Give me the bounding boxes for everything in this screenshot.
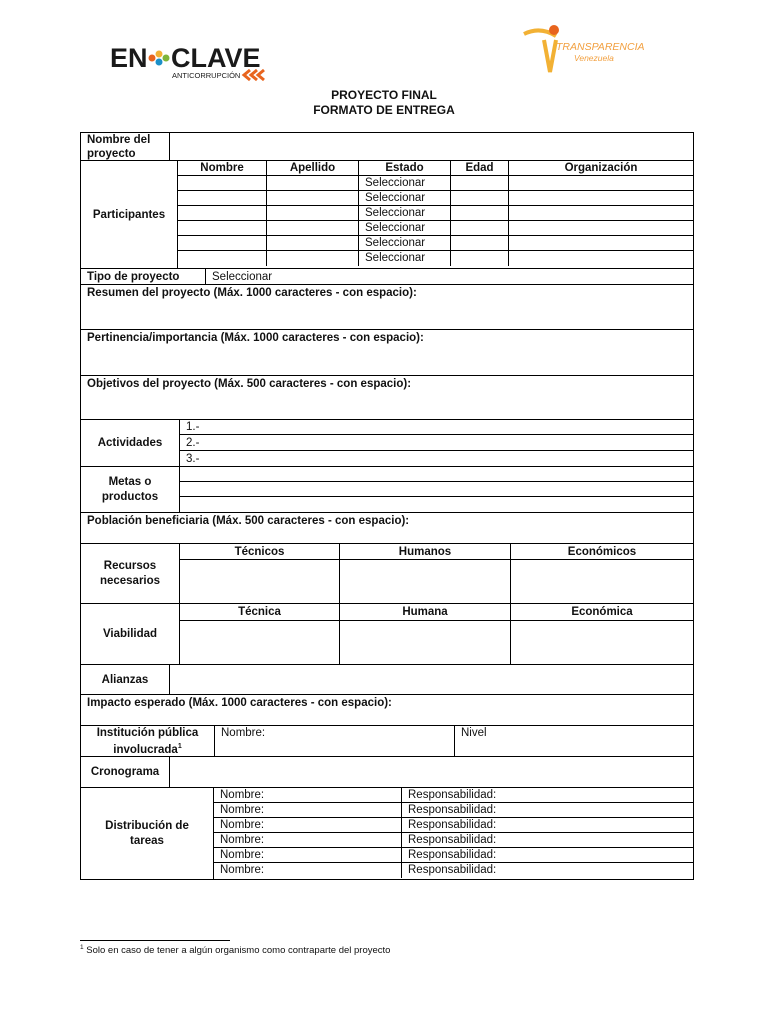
document-subtitle: FORMATO DE ENTREGA bbox=[313, 103, 455, 117]
participant-apellido-cell[interactable] bbox=[266, 176, 358, 191]
task-responsibility-field[interactable]: Responsabilidad: bbox=[401, 788, 693, 803]
activity-item-1[interactable]: 1.- bbox=[180, 420, 693, 435]
viability-header-economica: Económica bbox=[511, 604, 693, 621]
tasks-label: Distribución de tareas bbox=[105, 819, 189, 847]
participant-nombre-cell[interactable] bbox=[178, 206, 266, 221]
participant-row bbox=[178, 191, 693, 206]
task-responsibility-field[interactable]: Responsabilidad: bbox=[401, 848, 693, 863]
project-type-row bbox=[80, 269, 694, 285]
institution-label-cell bbox=[81, 726, 214, 756]
participant-nombre-cell[interactable] bbox=[178, 236, 266, 251]
resources-header-humanos: Humanos bbox=[340, 544, 510, 560]
summary-row[interactable] bbox=[80, 285, 694, 330]
schedule-row bbox=[80, 757, 694, 788]
viability-header-tecnica: Técnica bbox=[180, 604, 339, 621]
task-row bbox=[214, 818, 693, 833]
participant-edad-cell[interactable] bbox=[450, 221, 508, 236]
project-name-field[interactable] bbox=[169, 133, 693, 161]
task-name-field[interactable]: Nombre: bbox=[220, 819, 265, 831]
beneficiaries-row[interactable] bbox=[80, 513, 694, 544]
participant-edad-cell[interactable] bbox=[450, 176, 508, 191]
goals-row bbox=[80, 467, 694, 513]
participant-nombre-cell[interactable] bbox=[178, 191, 266, 206]
institution-label bbox=[81, 726, 214, 757]
impact-row[interactable] bbox=[80, 695, 694, 726]
participant-row bbox=[178, 221, 693, 236]
viability-header-humana: Humana bbox=[340, 604, 510, 621]
goal-item-3[interactable] bbox=[180, 497, 693, 512]
alliances-label: Alianzas bbox=[101, 673, 149, 686]
task-name-field[interactable]: Nombre: bbox=[220, 864, 265, 876]
project-type-label: Tipo de proyecto bbox=[87, 270, 180, 283]
task-responsibility-field[interactable]: Responsabilidad: bbox=[401, 803, 693, 818]
schedule-label: Cronograma bbox=[90, 766, 160, 778]
participant-apellido-cell[interactable] bbox=[266, 236, 358, 251]
participant-edad-cell[interactable] bbox=[450, 236, 508, 251]
activities-row bbox=[80, 420, 694, 467]
institution-footnote-ref: 1 bbox=[177, 742, 182, 750]
institution-level-field[interactable] bbox=[454, 726, 693, 756]
participant-estado-select[interactable]: Seleccionar bbox=[358, 176, 450, 191]
participant-estado-select[interactable]: Seleccionar bbox=[358, 191, 450, 206]
task-row bbox=[214, 863, 693, 878]
beneficiaries-label: Población beneficiaria (Máx. 500 caracteres - con espacio): bbox=[87, 515, 410, 527]
relevance-label: Pertinencia/importancia (Máx. 1000 caracteres - con espacio): bbox=[87, 332, 424, 344]
resources-cell-tecnicos[interactable] bbox=[180, 560, 339, 604]
participant-estado-select[interactable]: Seleccionar bbox=[358, 251, 450, 266]
resources-label: Recursos necesarios bbox=[99, 559, 161, 587]
resources-cell-economicos[interactable] bbox=[511, 560, 693, 604]
resources-header-tecnicos: Técnicos bbox=[180, 544, 339, 560]
institution-label-text: Institución pública involucrada bbox=[96, 726, 199, 756]
participant-estado-select[interactable]: Seleccionar bbox=[358, 221, 450, 236]
resources-col-tecnicos bbox=[180, 544, 339, 603]
participant-organizacion-cell[interactable] bbox=[508, 191, 693, 206]
project-name-label: Nombre del proyecto bbox=[87, 134, 151, 160]
footnote-divider bbox=[80, 940, 230, 941]
participant-apellido-cell[interactable] bbox=[266, 221, 358, 236]
participant-organizacion-cell[interactable] bbox=[508, 206, 693, 221]
tasks-table bbox=[213, 788, 693, 879]
task-row bbox=[214, 788, 693, 803]
participant-estado-select[interactable]: Seleccionar bbox=[358, 206, 450, 221]
participants-col-nombre: Nombre bbox=[200, 162, 244, 174]
participants-col-estado: Estado bbox=[358, 161, 450, 176]
objectives-label: Objetivos del proyecto (Máx. 500 caracteres - con espacio): bbox=[87, 378, 412, 390]
participant-nombre-cell[interactable] bbox=[178, 176, 266, 191]
viability-col-tecnica bbox=[180, 604, 339, 664]
activity-item-3[interactable]: 3.- bbox=[186, 452, 200, 465]
institution-row bbox=[80, 726, 694, 757]
objectives-row[interactable] bbox=[80, 376, 694, 420]
participant-edad-cell[interactable] bbox=[450, 191, 508, 206]
participants-col-edad: Edad bbox=[450, 161, 508, 176]
resources-col-economicos bbox=[510, 544, 693, 603]
resources-header-economicos: Económicos bbox=[511, 544, 693, 560]
transparencia-logo-text: TRANSPARENCIA bbox=[556, 41, 645, 53]
participants-col-organizacion: Organización bbox=[508, 161, 693, 176]
viability-cell-humana[interactable] bbox=[340, 621, 510, 665]
task-row bbox=[214, 848, 693, 863]
viability-cell-tecnica[interactable] bbox=[180, 621, 339, 665]
participants-col-apellido: Apellido bbox=[266, 161, 358, 176]
schedule-field[interactable] bbox=[169, 757, 693, 787]
enclave-logo-text-en: EN bbox=[110, 43, 148, 73]
task-row bbox=[214, 833, 693, 848]
participant-nombre-cell[interactable] bbox=[178, 251, 266, 266]
project-form bbox=[80, 132, 694, 880]
participant-row bbox=[178, 176, 693, 191]
participant-estado-select[interactable]: Seleccionar bbox=[358, 236, 450, 251]
participant-row bbox=[178, 236, 693, 251]
participant-edad-cell[interactable] bbox=[450, 206, 508, 221]
participant-row bbox=[178, 251, 693, 266]
activity-item-2[interactable]: 2.- bbox=[180, 435, 693, 451]
participant-nombre-cell[interactable] bbox=[178, 221, 266, 236]
goals-label: Metas o productos bbox=[101, 475, 159, 503]
participant-organizacion-cell[interactable] bbox=[508, 176, 693, 191]
viability-col-economica bbox=[510, 604, 693, 664]
alliances-field[interactable] bbox=[169, 665, 693, 694]
institution-name-field[interactable] bbox=[214, 726, 454, 756]
relevance-row[interactable] bbox=[80, 330, 694, 376]
participant-apellido-cell[interactable] bbox=[266, 206, 358, 221]
enclave-logo-text-clave: CLAVE bbox=[171, 43, 261, 73]
footnote bbox=[80, 944, 390, 956]
participant-apellido-cell[interactable] bbox=[266, 251, 358, 266]
participants-header-row bbox=[178, 161, 693, 176]
viability-col-humana bbox=[339, 604, 510, 664]
participant-organizacion-cell[interactable] bbox=[508, 221, 693, 236]
task-name-field[interactable]: Nombre: bbox=[220, 804, 265, 816]
participant-row bbox=[178, 206, 693, 221]
task-responsibility-field[interactable]: Responsabilidad: bbox=[401, 833, 693, 848]
project-type-select[interactable]: Seleccionar bbox=[205, 269, 693, 284]
resources-grid bbox=[179, 544, 693, 603]
participants-label: Participantes bbox=[92, 208, 166, 221]
transparencia-logo-subtext: Venezuela bbox=[574, 53, 614, 63]
viability-cell-economica[interactable] bbox=[511, 621, 693, 665]
task-name-field[interactable]: Nombre: bbox=[220, 789, 265, 801]
goals-list bbox=[179, 467, 693, 512]
resources-cell-humanos[interactable] bbox=[340, 560, 510, 604]
viability-grid bbox=[179, 604, 693, 664]
task-responsibility-field[interactable]: Responsabilidad: bbox=[401, 863, 693, 878]
institution-name-label: Nombre: bbox=[221, 727, 266, 739]
participants-row bbox=[80, 161, 694, 269]
resources-col-humanos bbox=[339, 544, 510, 603]
enclave-logo bbox=[110, 40, 275, 85]
activities-list bbox=[179, 420, 693, 466]
viability-row bbox=[80, 604, 694, 665]
project-name-row bbox=[80, 132, 694, 161]
viability-label: Viabilidad bbox=[102, 628, 158, 640]
task-row bbox=[214, 803, 693, 818]
participant-apellido-cell[interactable] bbox=[266, 191, 358, 206]
participant-organizacion-cell[interactable] bbox=[508, 236, 693, 251]
footnote-text: Solo en caso de tener a algún organismo como contraparte del proyecto bbox=[86, 945, 391, 957]
alliances-row bbox=[80, 665, 694, 695]
document-title: PROYECTO FINAL bbox=[331, 88, 437, 102]
task-name-field[interactable]: Nombre: bbox=[220, 834, 265, 846]
goal-item-1[interactable] bbox=[180, 467, 693, 482]
document-header bbox=[0, 88, 768, 118]
task-responsibility-field[interactable]: Responsabilidad: bbox=[401, 818, 693, 833]
enclave-logo-subtext: ANTICORRUPCIÓN bbox=[172, 71, 241, 80]
footnote-ref: 1 bbox=[80, 944, 84, 951]
resources-row bbox=[80, 544, 694, 604]
participant-organizacion-cell[interactable] bbox=[508, 251, 693, 266]
summary-label: Resumen del proyecto (Máx. 1000 caracteres - con espacio): bbox=[87, 287, 417, 299]
participant-edad-cell[interactable] bbox=[450, 251, 508, 266]
institution-level-label: Nivel bbox=[461, 727, 487, 739]
goal-item-2[interactable] bbox=[180, 482, 693, 497]
participants-table bbox=[177, 161, 693, 268]
transparencia-venezuela-logo bbox=[520, 24, 645, 80]
activities-label: Actividades bbox=[97, 437, 163, 449]
task-name-field[interactable]: Nombre: bbox=[220, 849, 265, 861]
impact-label: Impacto esperado (Máx. 1000 caracteres - con espacio): bbox=[87, 697, 392, 709]
tasks-row bbox=[80, 788, 694, 880]
